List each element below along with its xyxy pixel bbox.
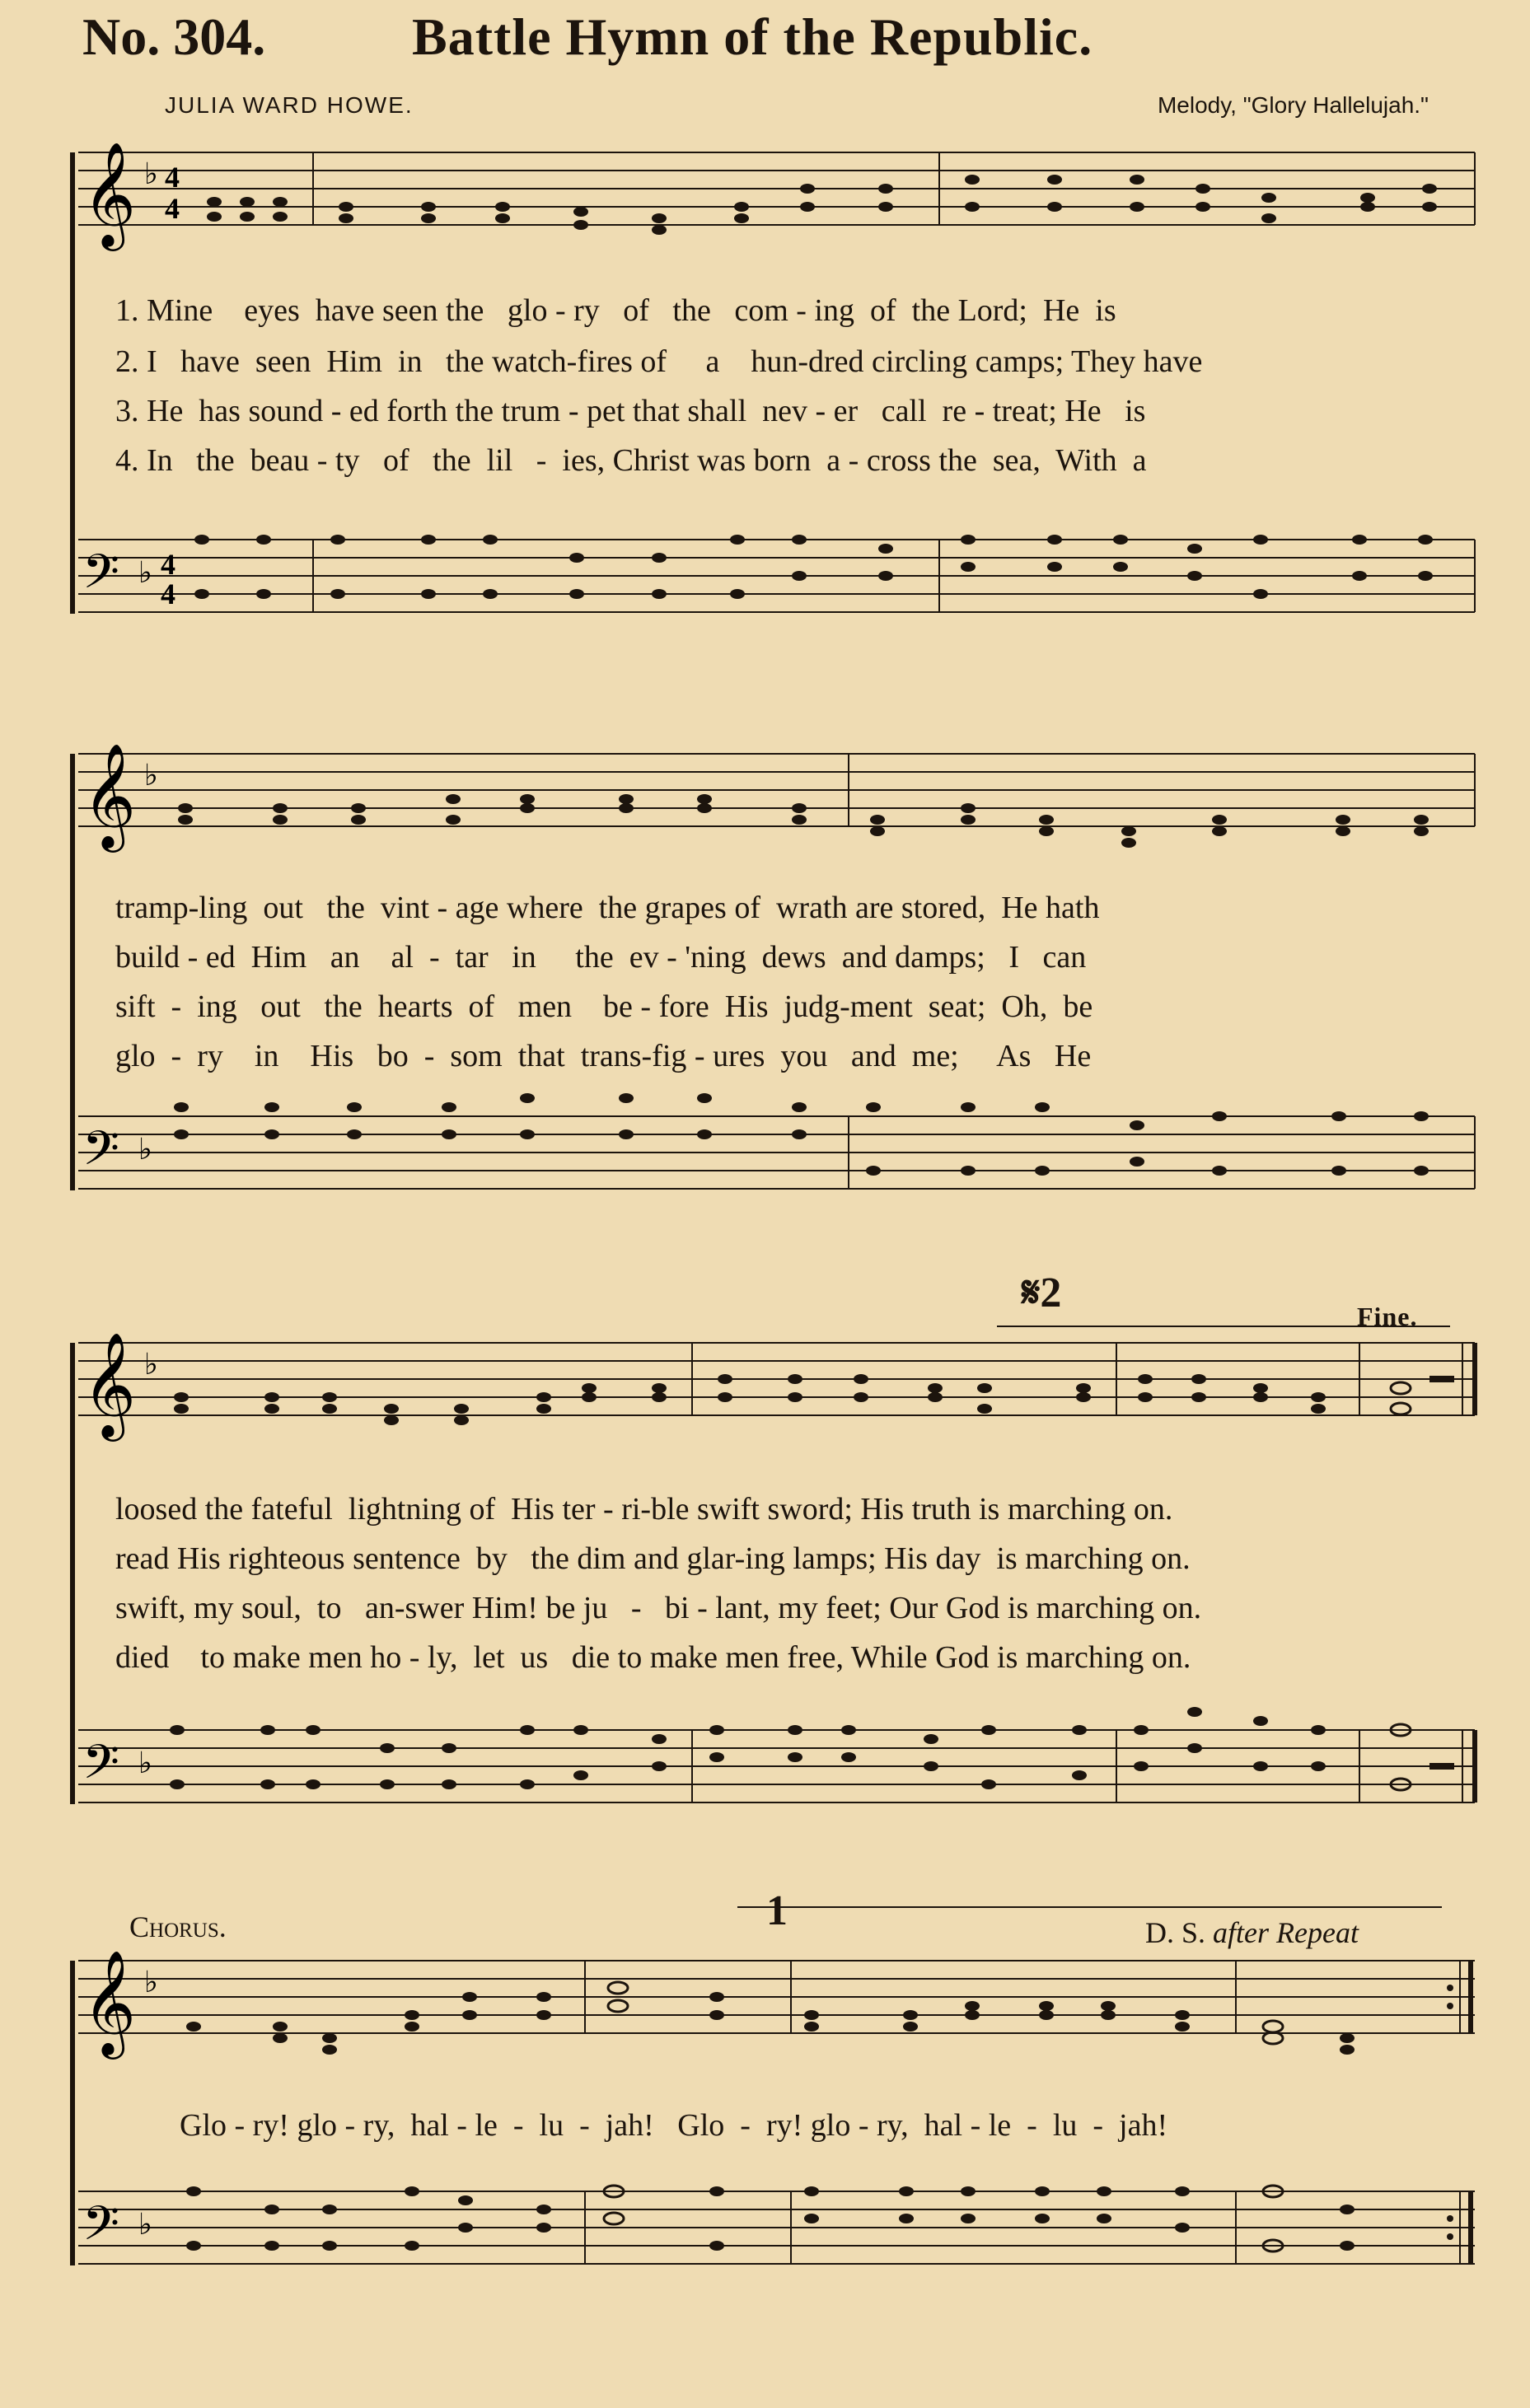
svg-text:4: 4 <box>165 161 180 194</box>
ds-suffix: after Repeat <box>1213 1916 1359 1949</box>
verse-3-line-b: sift - ing out the hearts of men be - fore His judg-ment seat; Oh, be <box>115 989 1093 1024</box>
svg-text:♭: ♭ <box>144 157 158 190</box>
svg-text:𝄞: 𝄞 <box>82 742 137 848</box>
melody-credit: Melody, "Glory Hallelujah." <box>1157 92 1429 118</box>
verse-1-line-c: loosed the fateful lightning of His ter - ri-ble swift sword; His truth is marching on. <box>115 1492 1173 1527</box>
svg-text:♭: ♭ <box>138 2208 152 2241</box>
svg-text:4: 4 <box>161 577 175 610</box>
chorus-treble-staff <box>0 1944 1530 2076</box>
svg-text:♭: ♭ <box>138 1746 152 1779</box>
verse-4-line-c: died to make men ho - ly, let us die to make men free, While God is marching on. <box>115 1640 1191 1675</box>
chorus-bass-staff <box>0 2167 1530 2298</box>
verse-1-line-b: tramp-ling out the vint - age where the grapes of wrath are stored, He hath <box>115 891 1100 925</box>
system-1-bass-staff <box>0 515 1530 647</box>
hymn-title: Battle Hymn of the Republic. <box>412 7 1093 66</box>
svg-text:♭: ♭ <box>144 1348 158 1381</box>
svg-text:𝄢: 𝄢 <box>82 1734 120 1802</box>
svg-text:𝄢: 𝄢 <box>82 544 120 611</box>
system-3-treble-staff <box>0 1326 1530 1458</box>
verse-3-line-c: swift, my soul, to an-swer Him! be ju - bi - lant, my feet; Our God is marching on. <box>115 1591 1202 1625</box>
ds-prefix: D. S. <box>1145 1916 1206 1949</box>
verse-2-line-b: build - ed Him an al - tar in the ev - 'ning dews and damps; I can <box>115 940 1087 975</box>
verse-3-line-a: 3. He has sound - ed forth the trum - pet that shall nev - er call re - treat; He is <box>115 394 1146 428</box>
svg-text:♭: ♭ <box>138 1133 152 1166</box>
verse-4-line-a: 4. In the beau - ty of the lil - ies, Christ was born a - cross the sea, With a <box>115 443 1147 478</box>
svg-text:♭: ♭ <box>138 556 152 589</box>
svg-text:4: 4 <box>161 548 175 581</box>
segno-sign: 𝄋 <box>1022 1269 1041 1316</box>
svg-text:4: 4 <box>165 192 180 225</box>
chorus-label: Chorus. <box>129 1910 227 1943</box>
svg-text:𝄢: 𝄢 <box>82 1120 120 1188</box>
verse-2-line-c: read His righteous sentence by the dim and glar-ing lamps; His day is marching on. <box>115 1541 1191 1576</box>
svg-text:𝄞: 𝄞 <box>82 1331 137 1437</box>
svg-text:𝄞: 𝄞 <box>82 141 137 246</box>
fine-mark: Fine. <box>1357 1302 1418 1331</box>
volta-2-number: 2 <box>1040 1269 1062 1316</box>
chorus-lyric: Glo - ry! glo - ry, hal - le - lu - jah! Glo - ry! glo - ry, hal - le - lu - jah! <box>180 2108 1168 2143</box>
system-brackets <box>64 0 81 2408</box>
hymn-number: No. 304. <box>82 7 266 66</box>
svg-text:♭: ♭ <box>144 1966 158 1999</box>
system-3-bass-staff <box>0 1705 1530 1837</box>
verse-4-line-b: glo - ry in His bo - som that trans-fig - ures you and me; As He <box>115 1039 1092 1073</box>
volta-1-number: 1 <box>766 1887 788 1934</box>
svg-text:𝄞: 𝄞 <box>82 1949 137 2055</box>
author: JULIA WARD HOWE. <box>165 92 414 118</box>
system-2-treble-staff <box>0 737 1530 869</box>
volta-2-label <box>1022 1269 1061 1318</box>
system-2-bass-staff <box>0 1092 1530 1223</box>
verse-2-line-a: 2. I have seen Him in the watch-fires of a hun-dred circling camps; They have <box>115 344 1203 379</box>
system-1-treble-staff <box>0 136 1530 268</box>
svg-text:𝄢: 𝄢 <box>82 2195 120 2263</box>
svg-text:♭: ♭ <box>144 759 158 792</box>
verse-1-line-a: 1. Mine eyes have seen the glo - ry of the com - ing of the Lord; He is <box>115 293 1116 328</box>
